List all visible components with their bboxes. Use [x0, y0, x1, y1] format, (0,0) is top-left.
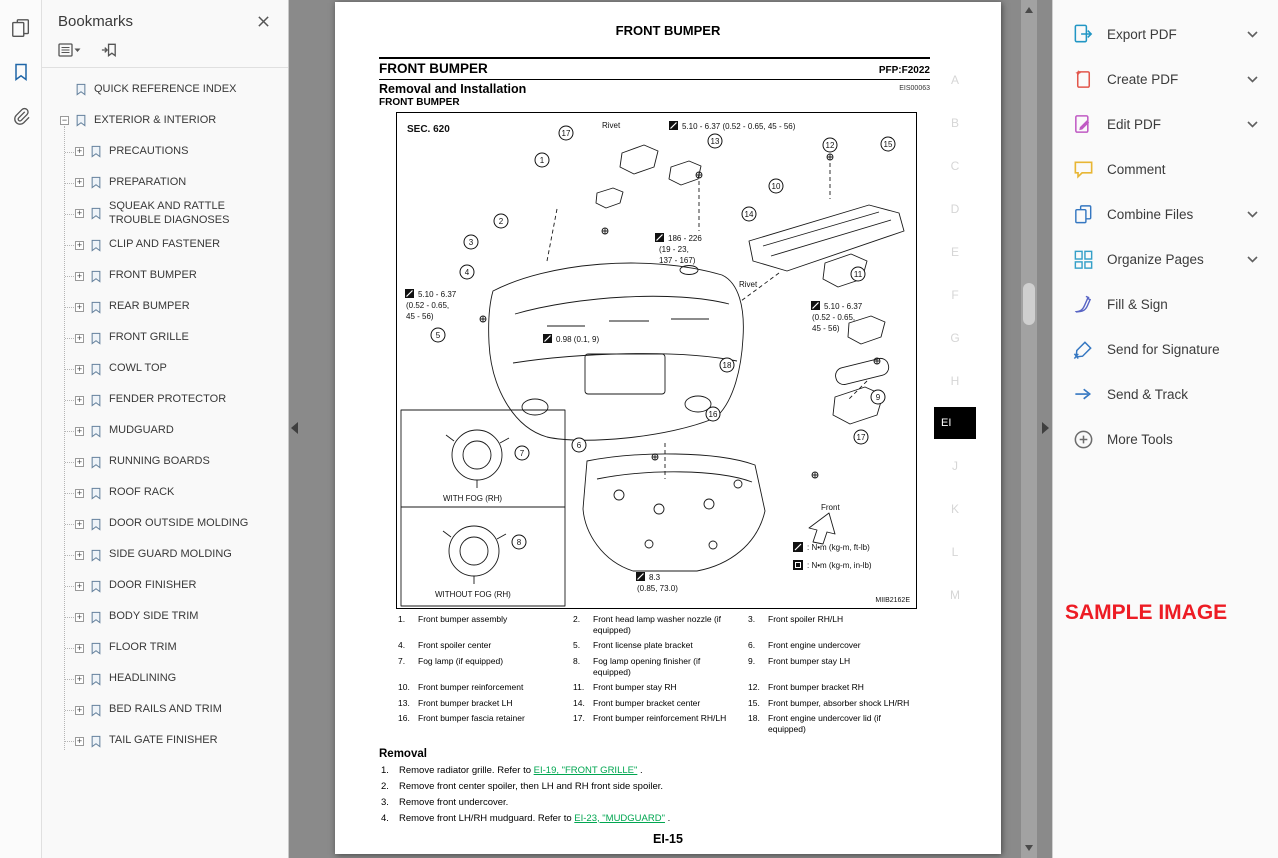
part-item: [748, 614, 926, 635]
bookmark-label: FLOOR TRIM: [109, 641, 177, 654]
bookmark-item[interactable]: [42, 447, 288, 478]
bookmark-item[interactable]: [42, 354, 288, 385]
bookmark-icon: [90, 518, 102, 531]
legend-inlb: : N•m (kg-m, in-lb): [807, 561, 872, 570]
bookmark-icon: [90, 145, 102, 158]
part-name: Front bumper stay LH: [768, 655, 851, 666]
section-header: [379, 57, 930, 80]
part-number: 2.: [573, 614, 581, 624]
part-name: Front spoiler center: [418, 640, 492, 651]
bookmark-icon: [90, 425, 102, 438]
tool-send-for-signature[interactable]: [1053, 327, 1278, 372]
bookmark-item[interactable]: [42, 633, 288, 664]
bookmark-item[interactable]: [42, 136, 288, 167]
part-item: [573, 656, 748, 677]
bookmark-item[interactable]: [42, 664, 288, 695]
tool-send-track[interactable]: [1053, 372, 1278, 417]
section-tab-a[interactable]: [934, 58, 976, 101]
section-tab-h[interactable]: [934, 359, 976, 402]
bookmark-expander-icon[interactable]: +: [76, 146, 83, 156]
diagram-linework: [401, 145, 904, 606]
bookmark-item[interactable]: [42, 540, 288, 571]
page-thumbnails-icon[interactable]: [7, 14, 35, 42]
bookmark-label: FENDER PROTECTOR: [109, 393, 227, 406]
section-tab-f[interactable]: [934, 273, 976, 316]
tool-label: Combine Files: [1107, 207, 1194, 222]
part-item: [748, 640, 926, 651]
part-item: [398, 698, 573, 709]
svg-text:2: 2: [498, 217, 504, 226]
part-item: [398, 682, 573, 693]
vertical-scrollbar[interactable]: [1021, 0, 1037, 858]
svg-text:5: 5: [435, 331, 441, 340]
bookmark-icon: [90, 176, 102, 189]
section-tab-label: B: [950, 115, 959, 130]
bookmark-label: RUNNING BOARDS: [109, 455, 210, 468]
tool-label: Fill & Sign: [1107, 297, 1168, 312]
bookmark-expander-icon[interactable]: +: [76, 642, 83, 653]
svg-text:7: 7: [519, 449, 525, 458]
part-name: Front bumper reinforcement: [418, 682, 524, 693]
tool-fill-sign[interactable]: [1053, 282, 1278, 327]
bookmark-expander-icon[interactable]: +: [76, 518, 83, 529]
rivet-label: Rivet: [739, 280, 758, 289]
bookmark-item[interactable]: [42, 478, 288, 509]
part-item: [573, 713, 748, 734]
section-tab-label: L: [951, 544, 959, 559]
svg-text:13: 13: [710, 137, 720, 146]
cross-reference-link[interactable]: EI-19, "FRONT GRILLE": [533, 765, 638, 776]
bookmark-options-icon[interactable]: [58, 43, 82, 57]
bookmark-expander-icon[interactable]: +: [76, 735, 83, 746]
chevron-down-icon: [1247, 211, 1258, 218]
tool-label: Send & Track: [1107, 387, 1189, 402]
section-tab-label: H: [950, 373, 960, 388]
send-signature-icon: [1071, 338, 1095, 361]
reference-code: EIS00063: [899, 85, 930, 92]
svg-text:1: 1: [539, 156, 545, 165]
bookmark-label: QUICK REFERENCE INDEX: [94, 82, 237, 95]
part-name: Front bumper stay RH: [593, 682, 677, 693]
bookmark-item[interactable]: [42, 74, 288, 105]
part-name: Front bumper bracket center: [593, 697, 701, 708]
removal-step: [379, 813, 941, 824]
removal-step: [379, 765, 941, 776]
front-label: Front: [821, 503, 840, 512]
tool-combine-files[interactable]: [1053, 192, 1278, 237]
section-tab-label: EI: [941, 417, 952, 429]
part-number: 14.: [573, 697, 585, 708]
bookmark-expander-icon[interactable]: +: [76, 425, 83, 436]
part-item: [748, 656, 926, 677]
bookmark-item[interactable]: [42, 509, 288, 540]
svg-text:8: 8: [516, 538, 522, 547]
part-number: 17.: [573, 713, 585, 724]
collapse-right-pane-icon[interactable]: [1042, 422, 1049, 434]
tool-export-pdf[interactable]: [1053, 12, 1278, 57]
section-tab-ei[interactable]: [934, 407, 976, 439]
part-number: 6.: [748, 640, 756, 651]
chevron-down-icon: [1247, 31, 1258, 38]
bookmark-item[interactable]: [42, 292, 288, 323]
part-item: [748, 713, 926, 734]
step-text: Remove front center spoiler, then LH and RH front side spoiler.: [399, 780, 664, 792]
bookmark-item[interactable]: [42, 571, 288, 602]
bookmark-label: SQUEAK AND RATTLE TROUBLE DIAGNOSES: [109, 200, 230, 226]
bookmark-label: FRONT GRILLE: [109, 331, 189, 344]
part-name: Fog lamp opening finisher (if equipped): [593, 655, 701, 677]
svg-text:14: 14: [744, 210, 754, 219]
close-icon[interactable]: [255, 13, 272, 30]
more-tools-icon: [1071, 428, 1095, 451]
step-text: Remove front undercover.: [399, 796, 509, 808]
cross-reference-link[interactable]: EI-23, "MUDGUARD": [574, 812, 665, 824]
svg-text:5.10 - 6.37: 5.10 - 6.37: [418, 290, 457, 299]
part-number: 5.: [573, 640, 581, 651]
svg-text:45 - 56): 45 - 56): [812, 324, 840, 333]
bookmark-icon: [90, 207, 102, 220]
bookmark-expander-icon[interactable]: +: [76, 363, 83, 374]
svg-text:(0.85, 73.0): (0.85, 73.0): [637, 584, 678, 593]
svg-text:4: 4: [464, 268, 470, 277]
bookmarks-panel: [42, 0, 289, 858]
part-number: 9.: [748, 655, 756, 666]
tool-label: Send for Signature: [1107, 342, 1220, 357]
scroll-down-icon[interactable]: [1021, 840, 1037, 856]
tool-comment[interactable]: [1053, 147, 1278, 192]
bookmark-icon: [90, 270, 102, 283]
bookmark-item[interactable]: [42, 261, 288, 292]
bookmark-icon: [90, 642, 102, 655]
part-number: 3.: [748, 614, 756, 624]
figure-callouts: [431, 126, 895, 549]
bookmark-icon: [90, 549, 102, 562]
bookmark-label: DOOR OUTSIDE MOLDING: [109, 517, 249, 530]
part-number: 18.: [748, 713, 760, 724]
combine-files-icon: [1071, 203, 1095, 226]
scrollbar-thumb[interactable]: [1023, 283, 1035, 325]
bookmark-expander-icon[interactable]: +: [76, 456, 83, 467]
tool-edit-pdf[interactable]: [1053, 102, 1278, 147]
bookmark-icon: [90, 332, 102, 345]
bookmark-icon: [90, 611, 102, 624]
bookmark-item[interactable]: [42, 416, 288, 447]
bookmarks-toolbar: [42, 38, 288, 68]
part-name: Front bumper reinforcement RH/LH: [593, 713, 727, 724]
tool-label: More Tools: [1107, 432, 1173, 447]
bookmark-item[interactable]: [42, 167, 288, 198]
part-name: Front engine undercover: [768, 640, 861, 651]
send-track-icon: [1071, 383, 1095, 406]
removal-steps: [379, 765, 941, 829]
svg-text:18: 18: [722, 361, 732, 370]
collapse-left-pane-icon[interactable]: [291, 422, 298, 434]
document-pane: [289, 0, 1052, 858]
tools-list: [1053, 12, 1278, 462]
section-tab-m[interactable]: [934, 573, 976, 616]
part-item: [398, 656, 573, 677]
bookmark-expander-icon[interactable]: +: [76, 239, 83, 250]
bookmark-item[interactable]: [42, 230, 288, 261]
bookmark-expander-icon[interactable]: +: [76, 270, 83, 281]
bookmark-item[interactable]: [42, 602, 288, 633]
part-item: [398, 614, 573, 635]
section-tab-label: F: [951, 287, 959, 302]
bookmarks-panel-icon[interactable]: [7, 58, 35, 86]
bookmark-expander-icon[interactable]: +: [76, 208, 83, 219]
svg-text:137 - 167): 137 - 167): [659, 256, 696, 265]
pfp-code: PFP:F2022: [878, 65, 930, 76]
step-number: 1.: [381, 765, 389, 776]
sub-subsection-title: FRONT BUMPER: [379, 97, 460, 108]
section-tab-label: D: [950, 201, 960, 216]
bookmark-label: BED RAILS AND TRIM: [109, 703, 222, 716]
bookmark-item[interactable]: [42, 726, 288, 757]
part-name: Fog lamp (if equipped): [418, 655, 504, 666]
tools-panel: [1052, 0, 1278, 858]
section-tab-e[interactable]: [934, 230, 976, 273]
step-text: Remove radiator grille. Refer to EI-19, "FRONT GRILLE" .: [399, 765, 643, 776]
tool-more-tools[interactable]: [1053, 417, 1278, 462]
part-number: 12.: [748, 682, 760, 693]
section-tab-label: E: [950, 244, 959, 259]
bookmark-label: TAIL GATE FINISHER: [109, 734, 218, 747]
svg-text:10: 10: [771, 182, 781, 191]
section-tab-label: C: [950, 158, 960, 173]
without-fog-label: WITHOUT FOG (RH): [435, 590, 511, 599]
subsection-title: Removal and Installation: [379, 82, 527, 96]
part-name: Front bumper bracket LH: [418, 697, 513, 708]
attachments-icon[interactable]: [7, 102, 35, 130]
bookmark-icon: [90, 487, 102, 500]
comment-icon: [1071, 158, 1095, 181]
bookmark-expander-icon[interactable]: +: [76, 673, 83, 684]
tool-label: Organize Pages: [1107, 252, 1204, 267]
bookmark-label: SIDE GUARD MOLDING: [109, 548, 232, 561]
svg-text:11: 11: [853, 270, 863, 279]
bookmark-item[interactable]: [42, 323, 288, 354]
legend-ftlb: : N•m (kg-m, ft-lb): [807, 543, 870, 552]
navigation-pane-buttons: [0, 0, 42, 858]
step-text: Remove front LH/RH mudguard. Refer to EI-23, "MUDGUARD" .: [399, 812, 671, 824]
tool-label: Comment: [1107, 162, 1166, 177]
part-number: 16.: [398, 713, 410, 724]
tool-label: Export PDF: [1107, 27, 1177, 42]
bookmark-icon: [90, 363, 102, 376]
step-number: 3.: [381, 796, 389, 808]
bookmark-expander-icon[interactable]: +: [76, 177, 83, 187]
export-pdf-icon: [1071, 23, 1095, 46]
part-name: Front spoiler RH/LH: [768, 614, 844, 624]
section-tab-label: A: [950, 72, 959, 87]
create-pdf-icon: [1071, 68, 1095, 91]
svg-text:186 - 226: 186 - 226: [668, 234, 702, 243]
bookmark-expander-icon[interactable]: +: [76, 332, 83, 343]
part-number: 15.: [748, 697, 760, 708]
section-tab-label: G: [950, 330, 960, 345]
svg-text:8.3: 8.3: [649, 573, 661, 582]
part-name: Front bumper assembly: [418, 614, 508, 624]
svg-text:15: 15: [883, 140, 893, 149]
svg-text:5.10 - 6.37 (0.52 - 0.65, 45 -: 5.10 - 6.37 (0.52 - 0.65, 45 - 56): [682, 122, 796, 131]
part-item: [573, 698, 748, 709]
bookmark-icon: [90, 301, 102, 314]
section-tab-label: J: [952, 458, 958, 473]
section-tab-c[interactable]: [934, 144, 976, 187]
bookmark-expander-icon[interactable]: +: [76, 704, 83, 715]
part-number: 7.: [398, 655, 406, 666]
svg-text:6: 6: [576, 441, 582, 450]
chevron-down-icon: [1247, 256, 1258, 263]
svg-text:0.98 (0.1, 9): 0.98 (0.1, 9): [556, 335, 600, 344]
bookmark-label: HEADLINING: [109, 672, 177, 685]
section-tab-j[interactable]: [934, 444, 976, 487]
bookmark-item[interactable]: [42, 105, 288, 136]
svg-text:9: 9: [875, 393, 881, 402]
part-number: 13.: [398, 697, 410, 708]
section-tabs: [934, 58, 976, 616]
bookmark-icon: [90, 704, 102, 717]
bookmark-label: CLIP AND FASTENER: [109, 238, 221, 251]
bookmark-label: PREPARATION: [109, 175, 187, 188]
part-item: [748, 682, 926, 693]
sample-image-watermark: SAMPLE IMAGE: [1065, 601, 1228, 624]
chevron-down-icon: [1247, 76, 1258, 83]
figure-code: MIIB2162E: [875, 597, 910, 604]
svg-text:45 - 56): 45 - 56): [406, 312, 434, 321]
part-item: [398, 640, 573, 651]
bookmark-icon: [90, 735, 102, 748]
pdf-page: [335, 2, 1001, 854]
removal-heading: Removal: [379, 748, 427, 760]
running-header: FRONT BUMPER: [615, 23, 721, 38]
with-fog-label: WITH FOG (RH): [443, 494, 503, 503]
svg-text:16: 16: [708, 410, 718, 419]
bookmarks-panel-header: [42, 0, 288, 38]
page-number: EI-15: [653, 832, 683, 846]
bookmark-icon: [90, 394, 102, 407]
bookmark-expander-icon[interactable]: +: [76, 301, 83, 312]
part-item: [573, 614, 748, 635]
bookmark-label: DOOR FINISHER: [109, 579, 197, 592]
bookmark-item[interactable]: [42, 198, 288, 230]
tool-label: Edit PDF: [1107, 117, 1162, 132]
bookmark-icon: [90, 239, 102, 252]
section-tab-l[interactable]: [934, 530, 976, 573]
svg-text:(19 - 23,: (19 - 23,: [659, 245, 689, 254]
bookmark-icon: [90, 456, 102, 469]
section-title: FRONT BUMPER: [379, 61, 488, 76]
bookmark-expander-icon[interactable]: +: [76, 611, 83, 622]
torque-symbols: [405, 121, 820, 581]
part-name: Front engine undercover lid (if equipped): [768, 713, 881, 734]
tool-create-pdf[interactable]: [1053, 57, 1278, 102]
bookmark-tree: [42, 68, 288, 858]
svg-text:12: 12: [825, 141, 835, 150]
bookmark-icon: [90, 580, 102, 593]
expand-current-bookmark-icon[interactable]: [100, 42, 119, 58]
organize-pages-icon: [1071, 248, 1095, 271]
removal-step: [379, 781, 941, 792]
part-item: [748, 698, 926, 709]
edit-pdf-icon: [1071, 113, 1095, 136]
bookmark-item[interactable]: [42, 695, 288, 726]
section-tab-label: K: [950, 501, 959, 516]
part-item: [573, 640, 748, 651]
part-name: Front bumper fascia retainer: [418, 713, 525, 724]
bookmark-icon: [90, 673, 102, 686]
svg-text:(0.52 - 0.65,: (0.52 - 0.65,: [812, 313, 856, 322]
bookmark-expander-icon[interactable]: +: [76, 394, 83, 405]
part-name: Front head lamp washer nozzle (if equipped): [593, 614, 722, 635]
svg-text:17: 17: [856, 433, 866, 442]
bookmark-expander-icon[interactable]: +: [76, 580, 83, 591]
bookmark-label: BODY SIDE TRIM: [109, 610, 199, 623]
step-number: 4.: [381, 812, 389, 824]
part-name: Front bumper, absorber shock LH/RH: [768, 697, 910, 708]
part-name: Front bumper bracket RH: [768, 682, 864, 693]
part-number: 10.: [398, 682, 410, 693]
bookmark-label: FRONT BUMPER: [109, 269, 197, 282]
subsection-header: [379, 82, 930, 96]
removal-step: [379, 797, 941, 808]
part-item: [398, 713, 573, 734]
tool-label: Create PDF: [1107, 72, 1179, 87]
section-tab-k[interactable]: [934, 487, 976, 530]
bookmark-label: COWL TOP: [109, 362, 167, 375]
part-number: 11.: [573, 682, 585, 693]
bookmark-expander-icon[interactable]: −: [61, 115, 68, 125]
svg-text:5.10 - 6.37: 5.10 - 6.37: [824, 302, 863, 311]
bookmark-label: EXTERIOR & INTERIOR: [94, 113, 217, 126]
part-item: [573, 682, 748, 693]
bookmark-expander-icon[interactable]: +: [76, 487, 83, 498]
fill-sign-icon: [1071, 293, 1095, 316]
bookmark-label: REAR BUMPER: [109, 300, 190, 313]
sec-label: SEC. 620: [407, 124, 450, 135]
tool-organize-pages[interactable]: [1053, 237, 1278, 282]
bookmark-label: MUDGUARD: [109, 424, 174, 437]
svg-text:(0.52 - 0.65,: (0.52 - 0.65,: [406, 301, 450, 310]
bookmark-item[interactable]: [42, 385, 288, 416]
section-tab-label: M: [950, 587, 960, 602]
section-tab-b[interactable]: [934, 101, 976, 144]
bookmark-label: PRECAUTIONS: [109, 144, 189, 157]
scroll-up-icon[interactable]: [1021, 2, 1037, 18]
chevron-down-icon: [1247, 121, 1258, 128]
part-number: 4.: [398, 640, 406, 651]
bookmarks-panel-title: Bookmarks: [58, 13, 134, 30]
svg-text:17: 17: [561, 129, 571, 138]
bookmark-expander-icon[interactable]: +: [76, 549, 83, 560]
section-tab-g[interactable]: [934, 316, 976, 359]
step-number: 2.: [381, 780, 389, 792]
part-number: 1.: [398, 614, 406, 624]
bookmark-icon: [75, 114, 87, 127]
svg-text:3: 3: [468, 238, 474, 247]
part-name: Front license plate bracket: [593, 640, 693, 651]
rivet-label: Rivet: [602, 121, 621, 130]
section-tab-d[interactable]: [934, 187, 976, 230]
exploded-view-diagram: [396, 112, 917, 609]
bookmark-label: ROOF RACK: [109, 486, 175, 499]
part-number: 8.: [573, 655, 581, 666]
parts-list: [398, 614, 934, 735]
bookmark-icon: [75, 83, 87, 96]
